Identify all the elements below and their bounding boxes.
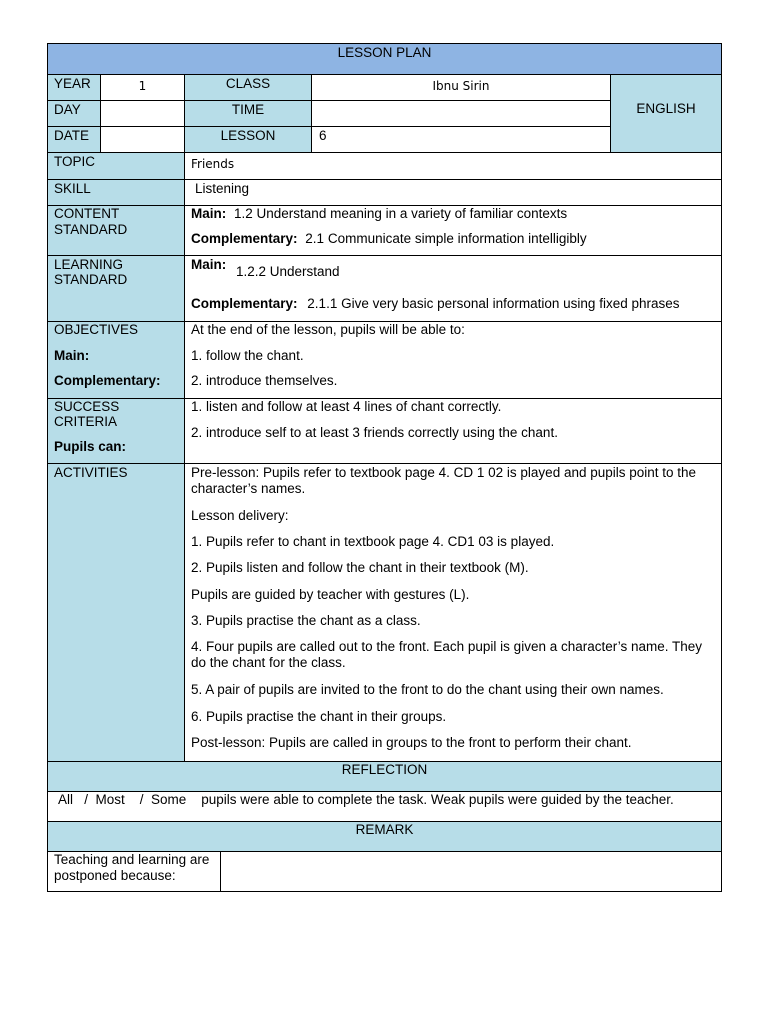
- year-value-cell[interactable]: [100, 74, 185, 101]
- topic-value-cell[interactable]: [184, 152, 722, 180]
- objectives-label-cell: [47, 321, 185, 399]
- topic-label: TOPIC: [54, 154, 96, 169]
- success-criteria-label-2: CRITERIA: [54, 414, 118, 429]
- postponed-label: Teaching and learning are postponed because:: [54, 852, 210, 883]
- reflection-value-cell[interactable]: [47, 791, 722, 822]
- content-main-label: Main:: [191, 206, 227, 221]
- content-standard-value-cell[interactable]: [184, 205, 722, 256]
- class-label-cell: [184, 74, 312, 101]
- remark-label: REMARK: [355, 822, 414, 837]
- objectives-comp-label: Complementary:: [54, 373, 161, 388]
- content-standard-label-2: STANDARD: [54, 222, 128, 237]
- lesson-plan-title: LESSON PLAN: [337, 45, 432, 60]
- class-label: CLASS: [225, 76, 271, 91]
- postponed-label-cell: [47, 851, 221, 892]
- class-value-cell[interactable]: [311, 74, 611, 101]
- activities-step-5: 5. A pair of pupils are invited to the front to do the chant using their own names.: [191, 682, 664, 697]
- day-value-cell[interactable]: [100, 100, 185, 127]
- postponed-value-cell[interactable]: [220, 851, 722, 892]
- content-comp-row: [191, 231, 604, 247]
- objectives-item-1: 1. follow the chant.: [191, 348, 304, 363]
- lesson-label-cell: [184, 126, 312, 153]
- learning-main-row: [191, 257, 226, 273]
- activities-post-lesson: Post-lesson: Pupils are called in groups to the front to perform their chant.: [191, 735, 632, 750]
- skill-value: Listening: [195, 181, 249, 196]
- reflection-text: All / Most / Some pupils were able to complete the task. Weak pupils were guided by the teacher.: [58, 792, 674, 807]
- objectives-item-2: 2. introduce themselves.: [191, 373, 338, 388]
- activities-label: ACTIVITIES: [54, 465, 128, 480]
- learning-comp-row: [191, 296, 699, 312]
- activities-pre-lesson: Pre-lesson: Pupils refer to textbook page 4. CD 1 02 is played and pupils point to the character’s names.: [191, 465, 697, 496]
- objectives-label: OBJECTIVES: [54, 322, 139, 337]
- reflection-header: [47, 761, 722, 792]
- topic-value: Friends: [191, 157, 235, 171]
- objectives-main-label: Main:: [54, 348, 90, 363]
- title-row: [47, 43, 722, 75]
- learning-standard-label-2: STANDARD: [54, 272, 128, 287]
- subject-value: ENGLISH: [636, 101, 696, 116]
- activities-guided: Pupils are guided by teacher with gestures (L).: [191, 587, 470, 602]
- learning-standard-label-cell: [47, 255, 185, 322]
- activities-label-cell: [47, 463, 185, 762]
- time-label-cell: [184, 100, 312, 127]
- activities-step-1: 1. Pupils refer to chant in textbook page 4. CD1 03 is played.: [191, 534, 555, 549]
- objectives-value-cell[interactable]: [184, 321, 722, 399]
- learning-main-label: Main:: [191, 257, 227, 272]
- activities-step-3: 3. Pupils practise the chant as a class.: [191, 613, 421, 628]
- date-label: DATE: [54, 128, 90, 143]
- activities-delivery: Lesson delivery:: [191, 508, 289, 523]
- content-main-row: [191, 206, 583, 222]
- topic-label-cell: [47, 152, 185, 180]
- lesson-value: 6: [319, 128, 327, 143]
- year-value: 1: [138, 79, 147, 93]
- year-label-cell: [47, 74, 101, 101]
- objectives-intro: At the end of the lesson, pupils will be able to:: [191, 322, 465, 337]
- skill-value-cell[interactable]: [184, 179, 722, 206]
- reflection-label: REFLECTION: [341, 762, 428, 777]
- activities-step-2: 2. Pupils listen and follow the chant in their textbook (M).: [191, 560, 529, 575]
- date-label-cell: [47, 126, 101, 153]
- content-standard-label-1: CONTENT: [54, 206, 120, 221]
- skill-label-cell: [47, 179, 185, 206]
- subject-cell: [610, 74, 722, 153]
- time-value-cell[interactable]: [311, 100, 611, 127]
- day-label-cell: [47, 100, 101, 127]
- lesson-value-cell[interactable]: [311, 126, 611, 153]
- success-criteria-label-1: SUCCESS: [54, 399, 120, 414]
- content-comp-label: Complementary:: [191, 231, 298, 246]
- success-criteria-label-cell: [47, 398, 185, 464]
- activities-step-6: 6. Pupils practise the chant in their groups.: [191, 709, 447, 724]
- success-criteria-item-1: 1. listen and follow at least 4 lines of chant correctly.: [191, 399, 502, 414]
- success-criteria-label-3: Pupils can:: [54, 439, 127, 454]
- success-criteria-value-cell[interactable]: [184, 398, 722, 464]
- class-value: Ibnu Sirin: [432, 79, 490, 93]
- activities-step-4: 4. Four pupils are called out to the front. Each pupil is given a character’s name. They do the chant for the class.: [191, 639, 703, 670]
- success-criteria-item-2: 2. introduce self to at least 3 friends correctly using the chant.: [191, 425, 558, 440]
- content-main-value: 1.2 Understand meaning in a variety of familiar contexts: [234, 206, 568, 221]
- learning-main-value: 1.2.2 Understand: [236, 264, 340, 279]
- learning-comp-label: Complementary:: [191, 296, 298, 311]
- day-label: DAY: [54, 102, 81, 117]
- lesson-label: LESSON: [220, 128, 276, 143]
- content-standard-label-cell: [47, 205, 185, 256]
- learning-comp-value: 2.1.1 Give very basic personal information using fixed phrases: [307, 296, 680, 311]
- year-label: YEAR: [54, 76, 91, 91]
- date-value-cell[interactable]: [100, 126, 185, 153]
- remark-header: [47, 821, 722, 852]
- content-comp-value: 2.1 Communicate simple information intelligibly: [305, 231, 587, 246]
- skill-label: SKILL: [54, 181, 91, 196]
- learning-standard-label-1: LEARNING: [54, 257, 124, 272]
- time-label: TIME: [231, 102, 265, 117]
- activities-value-cell[interactable]: [184, 463, 722, 762]
- learning-standard-value-cell[interactable]: [184, 255, 722, 322]
